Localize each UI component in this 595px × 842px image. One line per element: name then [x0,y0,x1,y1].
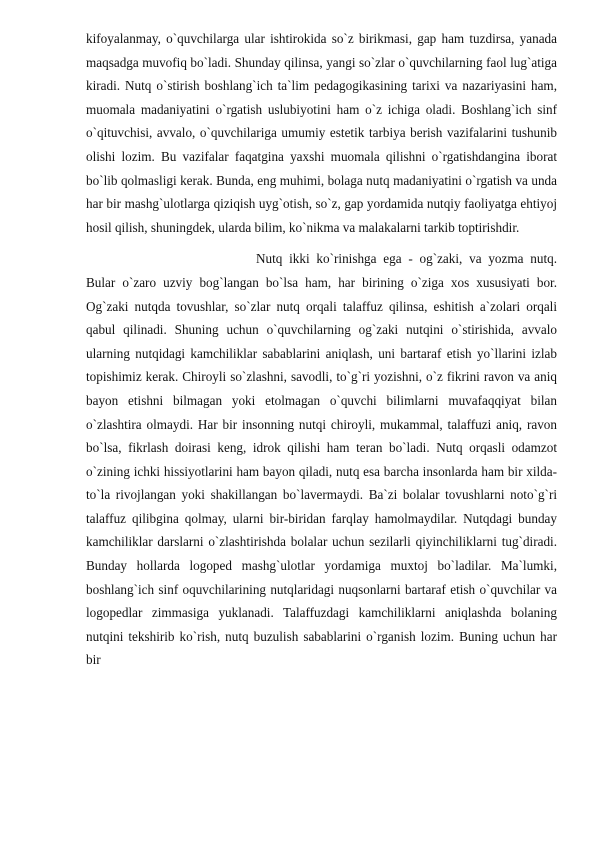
paragraph-intro: kifoyalanmay, o`quvchilarga ular ishtirokida so`z birikmasi, gap ham tuzdirsa, yanada maqsadga muvofiq bo`ladi. Shunday qilinsa, yangi so`zlar o`quvchilarning faol lug`atiga kiradi. Nutq o`stirish boshlang`ich ta`lim pedagogikasining tarixi va nazariyasini ham, muomala madaniyatini o`rgatish uslubiyotini ham o`z ichiga oladi. Boshlang`ich sinf o`qituvchisi, avvalo, o`quvchilariga umumiy estetik tarbiya berish vazifalarini tushunib olishi lozim. Bu vazifalar faqatgina yaxshi muomala qilishni o`rgatishdangina iborat bo`lib qolmasligi kerak. Bunda, eng muhimi, bolaga nutq madaniyatini o`rgatish va unda har bir mashg`ulotlarga qiziqish uyg`otish, so`z, gap yordamida nutqiy faoliyatga ehtiyoj hosil qilish, shuningdek, ularda bilim, ko`nikma va malakalarni tarkib toptirishdir. [86,31,557,235]
paragraph-speech-types: Nutq ikki ko`rinishga ega - og`zaki, va yozma nutq. Bular o`zaro uzviy bog`langan bo`lsa ham, har birining o`ziga xos xususiyati bor. Og`zaki nutqda tovushlar, so`zlar nutq orqali talaffuz qilinsa, eshitish a`zolari orqali qabul qilinadi. Shuning uchun o`quvchilarning og`zaki nutqini o`stirishida, avvalo ularning nutqidagi kamchiliklar sabablarini aniqlash, uni bartaraf etish yo`llarini izlab topishimiz kerak. Chiroyli so`zlashni, savodli, to`g`ri yozishni, o`z fikrini ravon va aniq bayon etishni bilmagan yoki etolmagan o`quvchi bilimlarni muvafaqqiyat bilan o`zlashtira olmaydi. Har bir insonning nutqi chiroyli, mukammal, talaffuzi aniq, ravon bo`lsa, fikrlash doirasi keng, idrok qilishi ham teran bo`ladi. Nutq orqasli odamzot o`zining ichki hissiyotlarini ham bayon qiladi, nutq esa barcha insonlarda ham bir xilda-to`la rivojlangan yoki shakillangan bo`lavermaydi. Ba`zi bolalar tovushlarni noto`g`ri talaffuz qilibgina qolmay, ularni bir-biridan farqlay hamolmaydilar. Nutqdagi bunday kamchiliklar darslarni o`zlashtirishda bolalar uchun sezilarli qiyinchiliklarni tug`diradi. Bunday hollarda logoped mashg`ulotlar yordamiga muxtoj bo`ladilar. Ma`lumki, boshlang`ich sinf oquvchilarining nutqlaridagi nuqsonlarni bartaraf etish o`quvchilar va logopedlar zimmasiga yuklanadi. Talaffuzdagi kamchiliklarni aniqlashda bolaning nutqini tekshirib ko`rish, nutq buzulish sabablarini o`rganish lozim. Buning uchun har bir [86,251,557,668]
document-page [86,27,557,672]
